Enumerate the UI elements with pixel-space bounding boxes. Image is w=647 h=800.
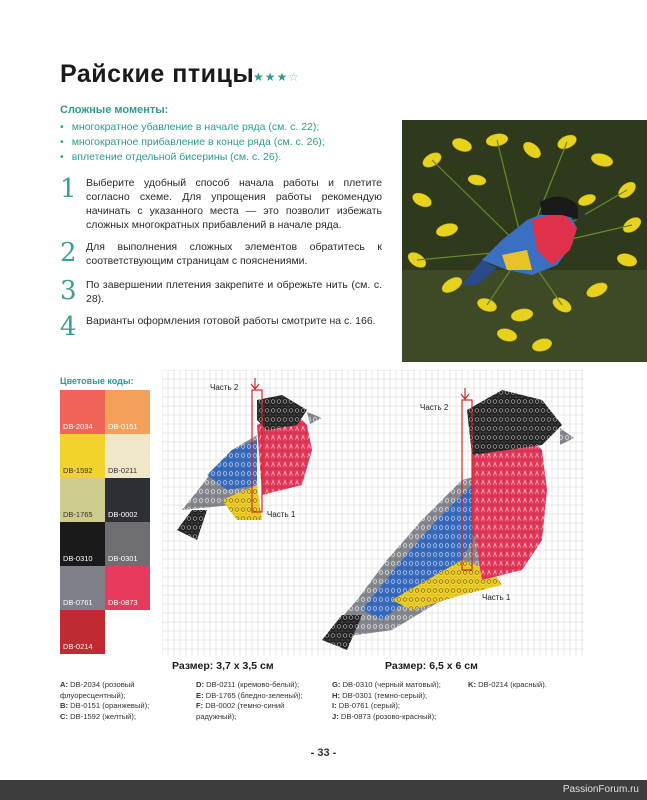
legend-column-4 <box>468 680 588 691</box>
legend-item <box>196 680 324 691</box>
legend-text: DB-0310 (черный матовый); <box>342 680 441 689</box>
legend-item <box>332 712 460 723</box>
color-code-label: DB-0301 <box>108 554 138 563</box>
color-code-label: DB-0211 <box>108 466 138 475</box>
list-item: • вплетение отдельной бисерины (см. с. 26). <box>60 150 325 165</box>
color-code-label: DB-1592 <box>63 466 93 475</box>
legend-key: I: <box>332 701 337 710</box>
part-2-label: Часть 2 <box>420 403 449 412</box>
color-swatch <box>60 478 105 522</box>
star-outline-icon: ☆ <box>288 70 301 84</box>
legend-item <box>332 680 460 691</box>
legend-item <box>468 680 588 691</box>
legend-key: J: <box>332 711 339 721</box>
legend-key: C: <box>60 711 69 721</box>
color-swatch <box>60 610 105 654</box>
legend-text: DB-0873 (розово-красный); <box>340 711 437 721</box>
step-4 <box>60 312 382 342</box>
legend-text: DB-0301 (темно-серый); <box>342 690 428 700</box>
part-1-label: Часть 1 <box>267 510 296 519</box>
legend-key: D: <box>196 680 205 689</box>
legend-key: G: <box>332 680 341 689</box>
legend-column-1 <box>60 680 188 722</box>
legend-key: E: <box>196 690 204 700</box>
part-2-label: Часть 2 <box>210 383 239 392</box>
page-number: - 33 - <box>310 747 337 759</box>
step-text: По завершении плетения закрепите и обрежьте нить (см. с. 28). <box>86 279 382 305</box>
color-swatch <box>105 434 150 478</box>
color-code-label: DB-0214 <box>63 642 93 651</box>
page-title: Райские птицы <box>60 60 255 88</box>
small-size-label: Размер: 3,7 х 3,5 см <box>172 660 274 672</box>
star-icon: ★ <box>276 70 289 84</box>
legend-column-2 <box>196 680 324 722</box>
legend-text: DB-0214 (красный). <box>478 680 547 689</box>
legend-key: B: <box>60 701 69 710</box>
step-text: Для выполнения сложных элементов обратитесь к соответствующим страницам с пояснениями. <box>86 241 382 267</box>
step-number: 1 <box>60 174 77 204</box>
legend-key: A: <box>60 680 69 689</box>
step-1 <box>60 176 382 232</box>
legend-text: DB-1592 (желтый); <box>70 711 137 721</box>
legend-item <box>332 691 460 702</box>
color-codes-title: Цветовые коды: <box>60 376 134 386</box>
legend-text: DB-1765 (бледно-зеленый); <box>205 690 303 700</box>
color-swatch <box>105 390 150 434</box>
legend-item <box>196 691 324 702</box>
step-text: Варианты оформления готовой работы смотрите на с. 166. <box>86 315 376 327</box>
legend-text: DB-0151 (оранжевый); <box>70 701 150 710</box>
legend-text: DB-2034 (розовый флуоресцентный); <box>60 680 135 700</box>
legend-key: F: <box>196 701 204 710</box>
part-1-label: Часть 1 <box>482 593 511 602</box>
difficulty-rating <box>253 70 300 84</box>
color-swatch <box>60 434 105 478</box>
star-icon: ★ <box>253 70 265 84</box>
color-swatch <box>60 390 105 434</box>
legend-item <box>196 701 324 722</box>
legend-text: DB-0211 (кремово-белый); <box>206 680 300 689</box>
step-text: Выберите удобный способ начала работы и плетите согласно схеме. Для упрощения работы рекомендую начинать с указанного места — это позволит избежать сложных многократных прибавлений в начале ряда. <box>86 177 382 231</box>
watermark: PassionForum.ru <box>562 784 639 795</box>
color-swatch <box>105 478 150 522</box>
bead-pattern-diagram <box>162 370 584 656</box>
color-swatch <box>60 566 105 610</box>
legend-text: DB-0761 (серый); <box>338 701 400 710</box>
color-code-label: DB-0002 <box>108 510 138 519</box>
color-code-label: DB-2034 <box>63 422 93 431</box>
step-2 <box>60 240 382 268</box>
list-item: • многократное убавление в начале ряда (см. с. 22); <box>60 120 325 135</box>
bird-photo <box>402 120 647 362</box>
color-swatch <box>105 522 150 566</box>
color-code-label: DB-0310 <box>63 554 93 563</box>
legend-text: DB-0002 (темно-синий радужный); <box>196 701 285 721</box>
footer-bar <box>0 780 647 800</box>
color-code-label: DB-0761 <box>63 598 93 607</box>
legend-item <box>60 712 188 723</box>
color-swatch <box>60 522 105 566</box>
difficulties-list <box>60 120 325 165</box>
step-3 <box>60 278 382 306</box>
list-item: • многократное прибавление в конце ряда (см. с. 26); <box>60 135 325 150</box>
color-code-label: DB-0151 <box>108 422 138 431</box>
step-number: 4 <box>60 312 77 342</box>
difficulties-heading: Сложные моменты: <box>60 104 169 116</box>
legend-item <box>332 701 460 712</box>
legend-column-3 <box>332 680 460 722</box>
star-icon: ★ <box>264 70 277 84</box>
legend-key: H: <box>332 690 341 700</box>
legend-item <box>60 680 188 701</box>
step-number: 2 <box>60 238 77 268</box>
step-number: 3 <box>60 276 77 306</box>
color-code-label: DB-0873 <box>108 598 138 607</box>
large-size-label: Размер: 6,5 х 6 см <box>385 660 478 672</box>
color-swatch <box>105 566 150 610</box>
color-code-label: DB-1765 <box>63 510 93 519</box>
legend-key: K: <box>468 680 477 689</box>
legend-item <box>60 701 188 712</box>
